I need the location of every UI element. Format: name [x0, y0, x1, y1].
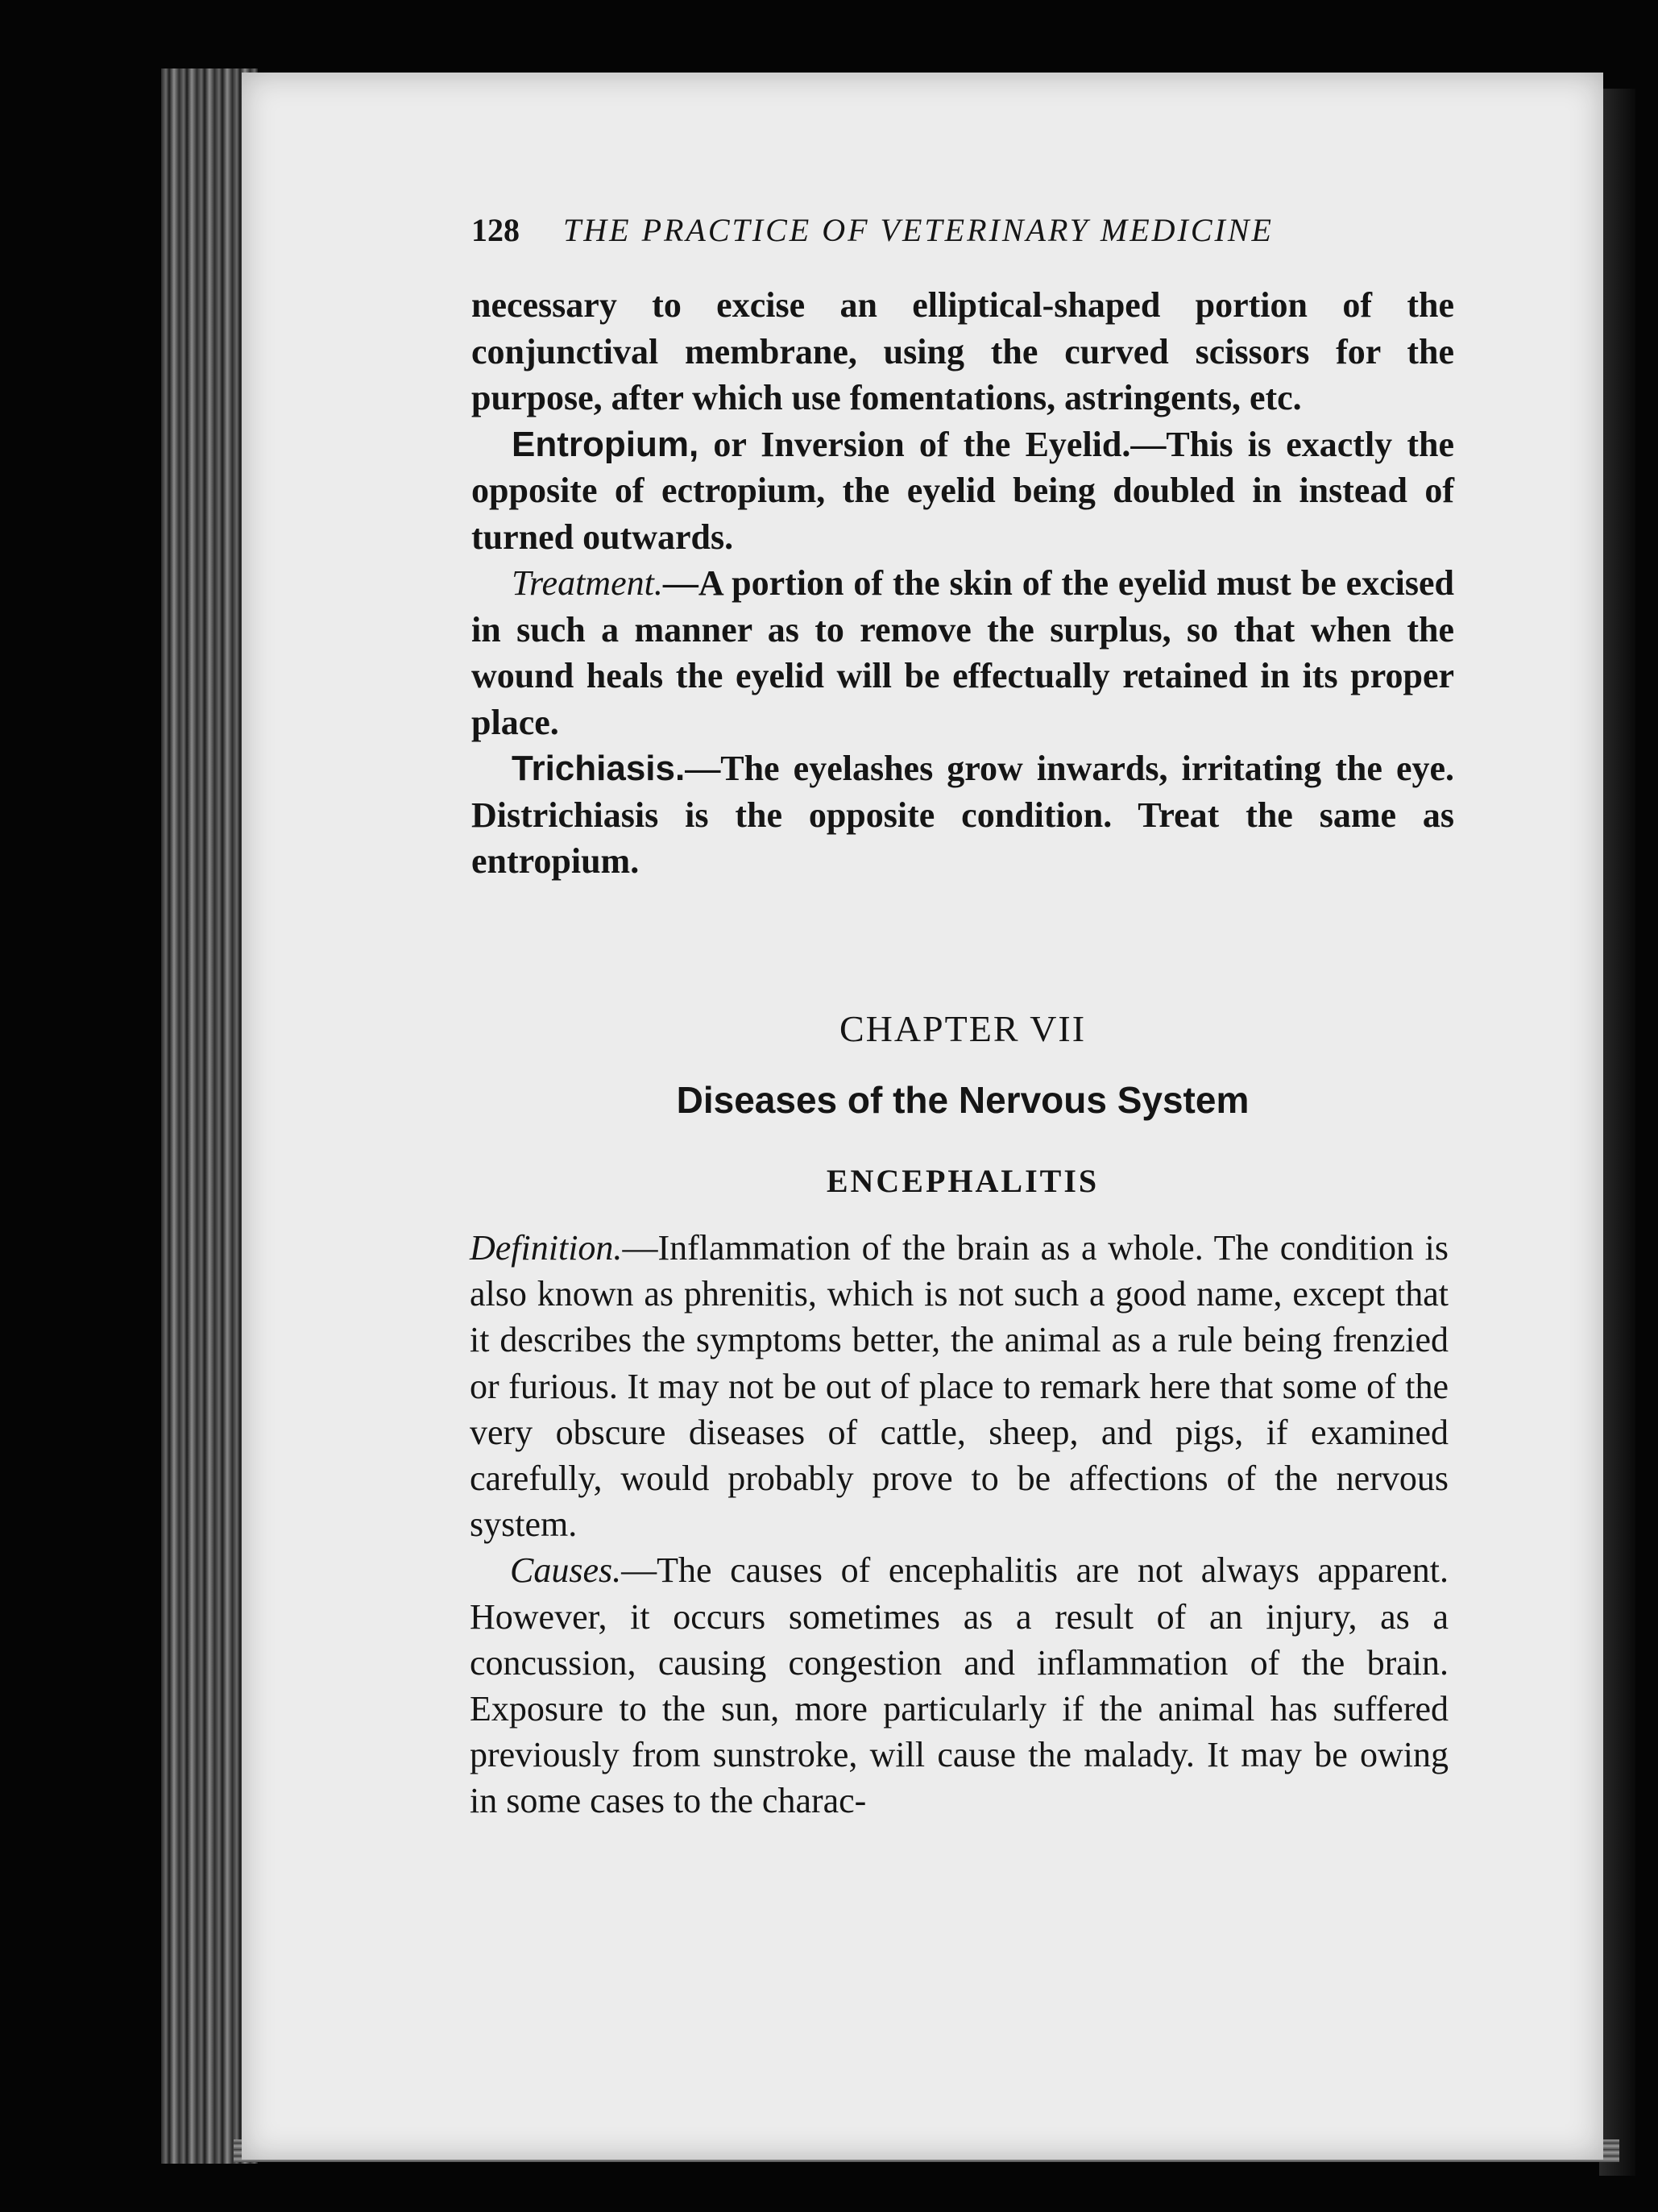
definition-paragraph: [470, 1225, 1449, 1547]
right-page-edge: [1599, 89, 1635, 2176]
entropium-text: or Inversion of the Eyelid.—This is exactly the opposite of ectropium, the eyelid being doubled in instead of turned outwards.: [471, 424, 1454, 557]
entropium-paragraph: [471, 421, 1454, 561]
treatment-label: Treatment.: [512, 563, 663, 603]
definition-text: —Inflammation of the brain as a whole. The condition is also known as phrenitis, which is not such a good name, except that it describes the symptoms better, the animal as a rule being frenzied or furious. It may not be out of place to remark here that some of the very obscure diseases of cattle, sheep, and pigs, if examined carefully, would probably prove to be affections of the nervous system.: [470, 1228, 1449, 1545]
treatment-paragraph: [471, 560, 1454, 745]
causes-label: Causes.: [510, 1550, 622, 1591]
trichiasis-term: Trichiasis.: [512, 749, 686, 788]
treatment-text: —A portion of the skin of the eyelid must be excised in such a manner as to remove the surplus, so that when the wound heals the eyelid will be effectually retained in its proper place.: [471, 563, 1454, 742]
running-head: [471, 211, 1454, 249]
trichiasis-text: —The eyelashes grow inwards, irritating the eye. Districhiasis is the opposite condition. Treat the same as entropium.: [471, 749, 1454, 881]
causes-text: —The causes of encephalitis are not always apparent. However, it occurs sometimes as a result of an injury, as a concussion, causing congestion and inflammation of the brain. Exposure to the sun, more particularly if the animal has suffered previously from sunstroke, will cause the malady. It may be owing in some cases to the charac-: [470, 1550, 1449, 1821]
running-head-title: THE PRACTICE OF VETERINARY MEDICINE: [563, 212, 1274, 248]
causes-paragraph: [470, 1547, 1449, 1824]
top-section: [471, 282, 1454, 885]
entropium-term: Entropium,: [512, 424, 699, 464]
chapter-title: Diseases of the Nervous System: [676, 1079, 1250, 1121]
definition-label: Definition.: [470, 1228, 623, 1268]
chapter-number: CHAPTER VII: [839, 1008, 1087, 1049]
section-heading: ENCEPHALITIS: [826, 1163, 1100, 1199]
bottom-section: [470, 1225, 1449, 1824]
page-number: 128: [471, 212, 520, 248]
continuation-paragraph: necessary to excise an elliptical-shaped portion of the conjunctival membrane, using the curved scissors for the purpose, after which use fomentations, astringents, etc.: [471, 285, 1454, 417]
trichiasis-paragraph: [471, 745, 1454, 885]
